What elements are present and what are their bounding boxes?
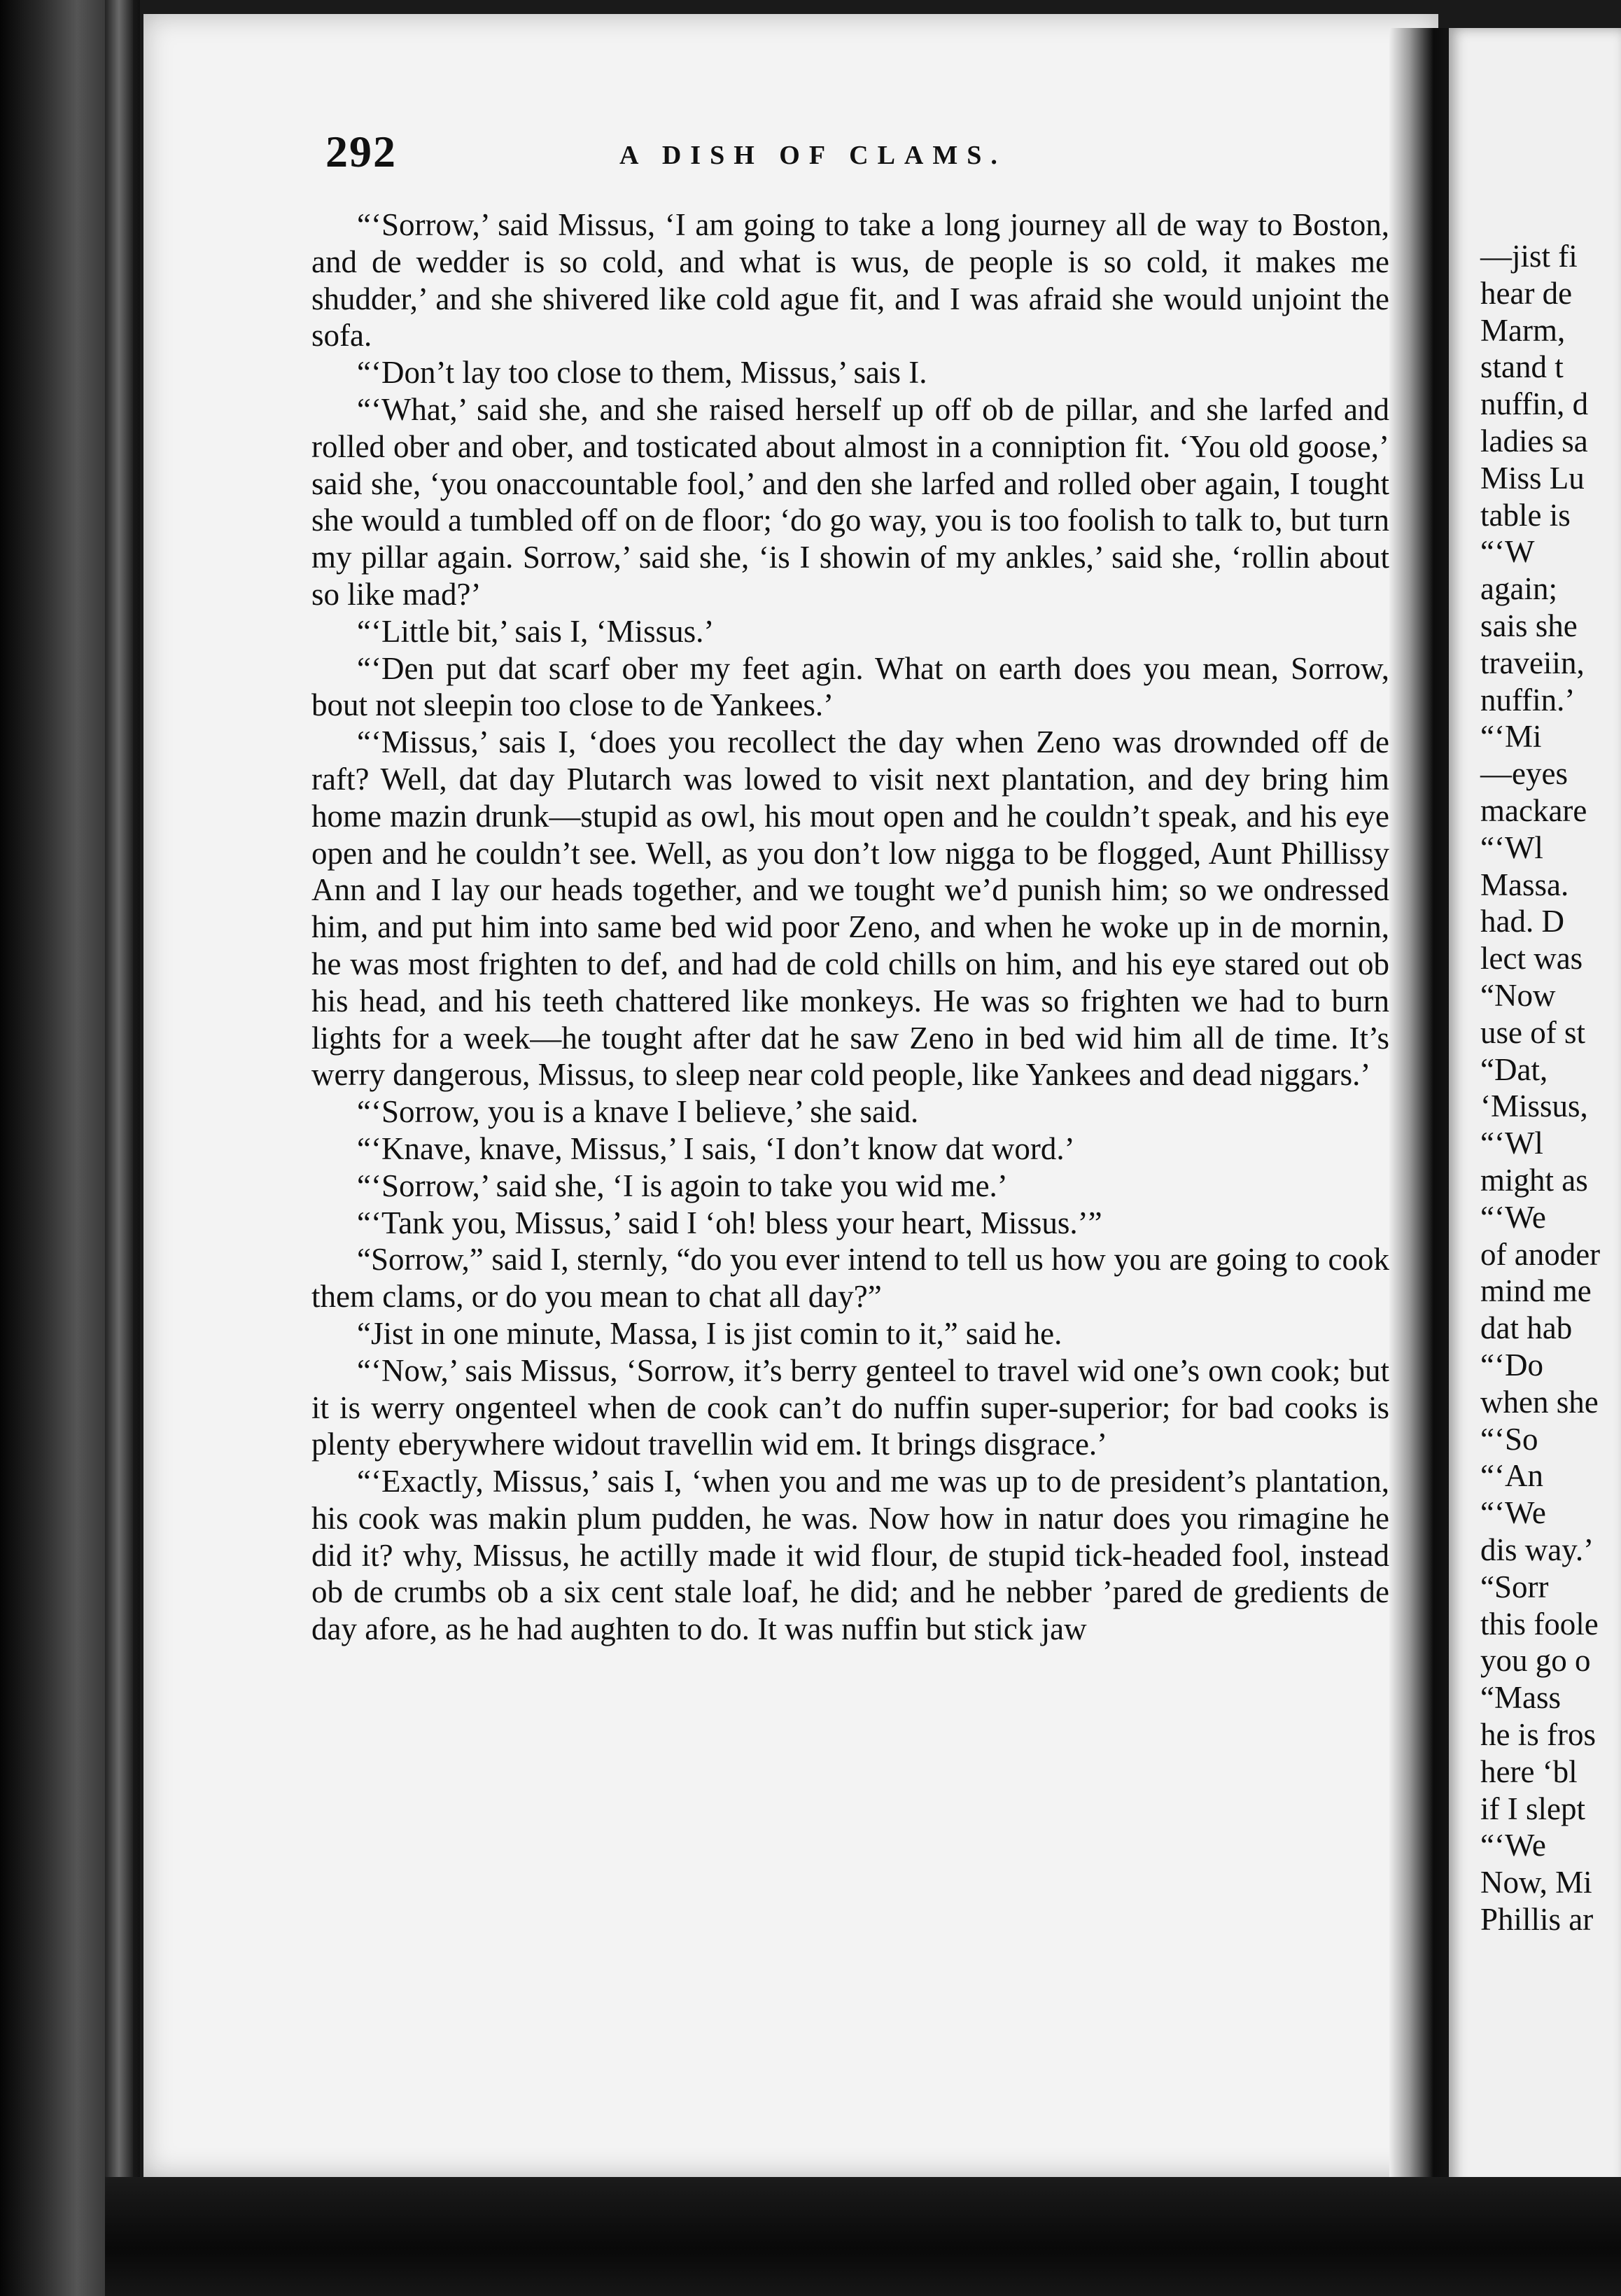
facing-page-line: “‘Mi	[1480, 719, 1542, 755]
paragraph: “‘Den put dat scarf ober my feet agin. What on earth does you mean, Sorrow, bout not sleepin too close to de Yankees.’	[311, 650, 1389, 723]
facing-page-line: of anoder	[1480, 1236, 1601, 1272]
facing-page-line: “Dat,	[1480, 1051, 1548, 1087]
paragraph: “‘Don’t lay too close to them, Missus,’ sais I.	[357, 355, 927, 391]
facing-page-line: when she	[1480, 1384, 1599, 1420]
facing-page-line: dat hab	[1480, 1310, 1573, 1346]
facing-page-line: “Sorr	[1480, 1569, 1549, 1604]
facing-page-line: Miss Lu	[1480, 460, 1585, 496]
facing-page-line: Now, Mi	[1480, 1865, 1592, 1900]
facing-page-line: lect was	[1480, 941, 1583, 976]
paragraph: “‘Now,’ sais Missus, ‘Sorrow, it’s berry genteel to travel wid one’s own cook; but it is werry ongenteel when de cook can’t do nuffin super-superior; for bad cooks is plenty eberywhere widout travellin wid em. It brings disgrace.’	[311, 1352, 1389, 1462]
facing-page-line: “‘Wl	[1480, 1126, 1543, 1161]
facing-page-line: —eyes	[1480, 756, 1568, 792]
facing-page-line: had. D	[1480, 904, 1564, 939]
facing-page-line: “‘Wl	[1480, 830, 1543, 865]
page-bottom-shadow	[105, 2177, 1621, 2296]
page-number: 292	[325, 127, 397, 176]
facing-page-line: use of st	[1480, 1014, 1585, 1050]
facing-page	[1449, 28, 1621, 2254]
facing-page-line: “‘W	[1480, 534, 1535, 570]
facing-page-line: here ‘bl	[1480, 1754, 1578, 1789]
body-text	[311, 206, 1389, 1648]
facing-page-line: “Mass	[1480, 1680, 1561, 1716]
facing-page-line: he is fros	[1480, 1717, 1596, 1752]
facing-page-line: dis way.’	[1480, 1532, 1594, 1567]
facing-page-line: mind me	[1480, 1273, 1592, 1309]
facing-page-line: ladies sa	[1480, 424, 1588, 458]
paragraph: “‘Sorrow,’ said Missus, ‘I am going to take a long journey all de way to Boston, and de wedder is so cold, and what is wus, de people is so cold, it makes me shudder,’ and she shivered like cold ague fit, and I was afraid she would unjoint the sofa.	[311, 207, 1389, 354]
facing-page-line: traveiin,	[1480, 645, 1585, 680]
page-header	[325, 126, 1389, 189]
paragraph: “Sorrow,” said I, sternly, “do you ever intend to tell us how you are going to cook them clams, or do you mean to chat all day?”	[311, 1242, 1389, 1315]
paragraph: “‘Tank you, Missus,’ said I ‘oh! bless your heart, Missus.’”	[357, 1205, 1102, 1240]
facing-page-line: sais she	[1480, 608, 1578, 643]
facing-page-line: “‘We	[1480, 1828, 1546, 1863]
facing-page-line: Phillis ar	[1480, 1902, 1594, 1937]
facing-page-line: mackare	[1480, 793, 1587, 828]
facing-page-line: nuffin.’	[1480, 682, 1576, 718]
facing-page-line: if I slept	[1480, 1791, 1585, 1826]
facing-page-line: “‘Do	[1480, 1348, 1543, 1382]
facing-page-line: “‘We	[1480, 1199, 1546, 1235]
facing-page-line: table is	[1480, 497, 1571, 533]
facing-page-line: might as	[1480, 1163, 1588, 1198]
facing-page-line: this foole	[1480, 1606, 1599, 1642]
facing-page-line: again;	[1480, 571, 1557, 607]
paragraph: “‘Exactly, Missus,’ sais I, ‘when you and me was up to de president’s plantation, his cook was makin plum pudden, he was. Now how in natur does you rimagine he did it? why, Missus, he actilly made it wid flour, de stupid tick-headed fool, instead ob de crumbs ob a six cent stale loaf, he did; and he nebber ’pared de gredients de day afore, as he had aughten to do. It was nuffin but stick jaw	[311, 1464, 1389, 1647]
paragraph: “Jist in one minute, Massa, I is jist comin to it,” said he.	[357, 1315, 1062, 1351]
running-head: A DISH OF CLAMS.	[619, 141, 1006, 170]
facing-page-line: Massa.	[1480, 867, 1569, 902]
paragraph: “‘Knave, knave, Missus,’ I sais, ‘I don’t know dat word.’	[357, 1130, 1075, 1166]
paragraph: “‘Little bit,’ sais I, ‘Missus.’	[357, 613, 715, 649]
facing-page-line: hear de	[1480, 275, 1573, 311]
facing-page-line: stand t	[1480, 349, 1564, 385]
paragraph: “‘Sorrow, you is a knave I believe,’ she said.	[357, 1094, 919, 1130]
facing-page-line: Marm,	[1480, 312, 1566, 348]
facing-page-line: “Now	[1480, 978, 1556, 1013]
facing-page-line: “‘We	[1480, 1495, 1546, 1531]
book-binding-shadow	[0, 0, 140, 2296]
facing-page-line: “‘An	[1480, 1458, 1543, 1494]
paragraph: “‘Missus,’ sais I, ‘does you recollect the day when Zeno was drownded off de raft? Well, dat day Plutarch was lowed to visit next plantation, and dey bring him home mazin drunk—stupid as owl, his mout open and he couldn’t speak, and his eye open and he couldn’t see. Well, as you don’t low nigga to be flogged, Aunt Phillissy Ann and I lay our heads together, and we tought we’d punish him; so we ondressed him, and put him into same bed wid poor Zeno, and when he woke up in de mornin, he was most frighten to def, and had de cold chills on him, and his eye stared out ob his head, and his teeth chattered like monkeys. He was so frighten we had to burn lights for a week—he tought after dat he saw Zeno in bed wid him all de time. It’s werry dangerous, Missus, to sleep near cold people, like Yankees and dead niggars.’	[311, 724, 1389, 1093]
facing-page-line: ‘Missus,	[1480, 1088, 1588, 1124]
facing-page-line: nuffin, d	[1480, 386, 1589, 422]
facing-page-line: you go o	[1480, 1643, 1591, 1679]
facing-page-line: “‘So	[1480, 1421, 1538, 1457]
paragraph: “‘Sorrow,’ said she, ‘I is agoin to take you wid me.’	[357, 1168, 1008, 1203]
facing-page-line: —jist fi	[1480, 239, 1578, 274]
paragraph: “‘What,’ said she, and she raised herself up off ob de pillar, and she larfed and rolled ober and ober, and tosticated about almost in a conniption fit. ‘You old goose,’ said she, ‘you onaccountable fool,’ and den she larfed and rolled ober again, I tought she would a tumbled off on de floor; ‘do go way, you is too foolish to talk to, but turn my pillar again. Sorrow,’ said she, ‘is I showin of my ankles,’ said she, ‘rollin about so like mad?’	[311, 391, 1389, 612]
